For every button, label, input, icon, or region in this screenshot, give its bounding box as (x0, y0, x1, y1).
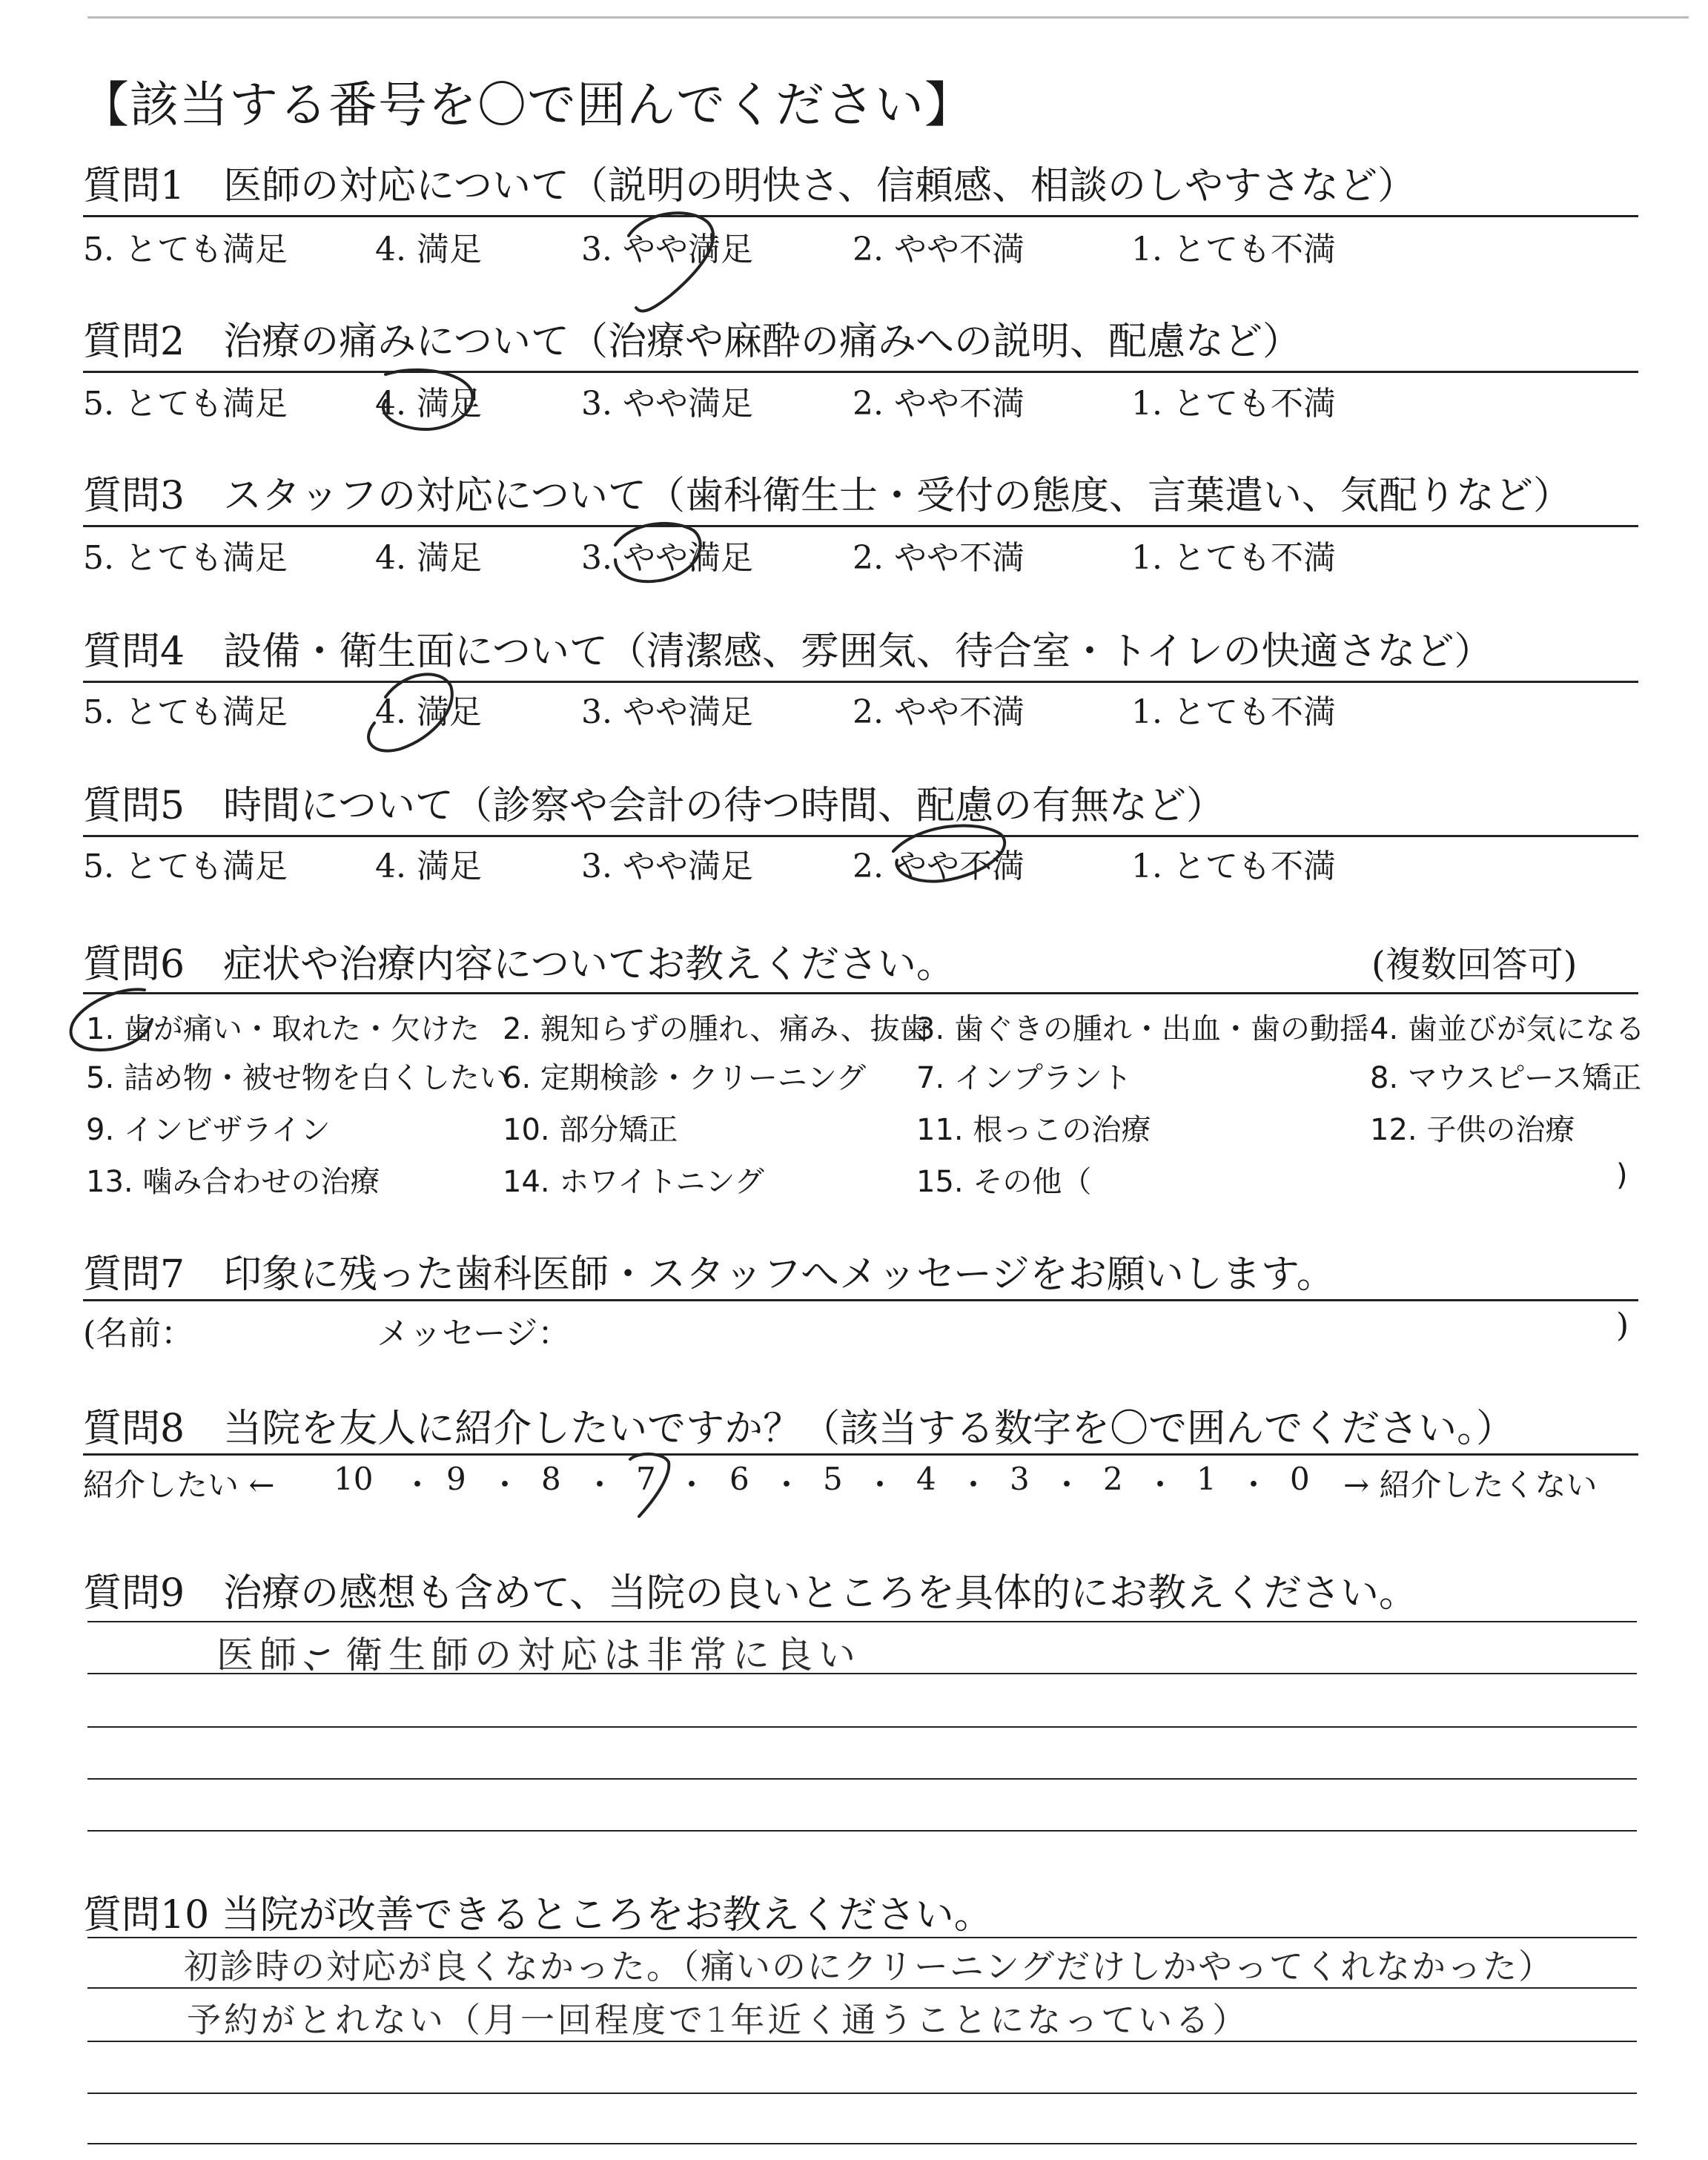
q8-score-0[interactable]: 0 (1290, 1461, 1310, 1497)
q3-option-3[interactable]: 3. やや満足 (581, 539, 753, 577)
q5-label: 質問5 時間について（診察や会計の待つ時間、配慮の有無など） (83, 784, 1225, 828)
q8-sep: ・ (489, 1467, 521, 1503)
q5-option-4[interactable]: 4. 満足 (375, 848, 482, 885)
q1-option-2[interactable]: 2. やや不満 (853, 231, 1025, 268)
q6-item-7[interactable]: 7. インプラント (916, 1061, 1132, 1095)
q8-score-10[interactable]: 10 (334, 1461, 374, 1497)
q6-rule (83, 992, 1638, 994)
q2-option-3[interactable]: 3. やや満足 (581, 385, 753, 423)
q6-item-12[interactable]: 12. 子供の治療 (1370, 1113, 1575, 1147)
q9-label: 質問9 治療の感想も含めて、当院の良いところを具体的にお教えください。 (83, 1571, 1418, 1616)
q9-line-1 (87, 1621, 1637, 1622)
q1-option-3[interactable]: 3. やや満足 (581, 231, 753, 268)
q8-score-8[interactable]: 8 (541, 1461, 561, 1497)
q6-item-2[interactable]: 2. 親知らずの腫れ、痛み、抜歯 (503, 1012, 930, 1046)
q2-option-5[interactable]: 5. とても満足 (83, 385, 288, 423)
q6-label: 質問6 症状や治療内容についてお教えください。 (83, 942, 956, 987)
q2-option-2[interactable]: 2. やや不満 (853, 385, 1025, 423)
q6-item-9[interactable]: 9. インビザライン (86, 1113, 331, 1147)
q8-score-2[interactable]: 2 (1103, 1461, 1123, 1497)
q8-score-7[interactable]: 7 (636, 1461, 656, 1497)
q10-answer-line-2[interactable]: 予約がとれない（月一回程度で1年近く通うことになっている） (187, 2000, 1250, 2040)
q1-label: 質問1 医師の対応について（説明の明快さ、信頼感、相談のしやすさなど） (83, 164, 1416, 208)
q2-option-4[interactable]: 4. 満足 (375, 385, 482, 423)
q9-line-2 (87, 1673, 1637, 1674)
q7-label: 質問7 印象に残った歯科医師・スタッフへメッセージをお願いします。 (83, 1252, 1335, 1297)
q9-answer-line-1[interactable]: 医師、衛生師の対応は非常に良い (216, 1634, 861, 1677)
q8-left-label: 紹介したい ← (83, 1467, 275, 1503)
q7-name-field[interactable]: (名前： (83, 1315, 194, 1353)
q3-option-1[interactable]: 1. とても不満 (1131, 539, 1336, 577)
q3-option-4[interactable]: 4. 満足 (375, 539, 482, 577)
q2-rule (83, 371, 1638, 373)
q5-option-5[interactable]: 5. とても満足 (83, 848, 288, 885)
q8-sep: ・ (1238, 1467, 1270, 1503)
q9-line-3 (87, 1726, 1637, 1728)
q6-note: (複数回答可) (1371, 944, 1578, 985)
q8-right-label: → 紹介したくない (1343, 1467, 1598, 1503)
q10-label: 質問10 当院が改善できるところをお教えください。 (83, 1893, 993, 1938)
q9-line-4 (87, 1778, 1637, 1780)
q6-item-15-close: ) (1616, 1158, 1628, 1192)
q6-item-10[interactable]: 10. 部分矯正 (503, 1113, 678, 1147)
q4-rule (83, 681, 1638, 683)
q3-option-5[interactable]: 5. とても満足 (83, 539, 288, 577)
form-title: 【該当する番号を〇で囲んでください】 (80, 76, 974, 133)
q8-score-6[interactable]: 6 (729, 1461, 749, 1497)
q10-line-3 (87, 2041, 1637, 2042)
q5-option-1[interactable]: 1. とても不満 (1131, 848, 1336, 885)
q6-item-4[interactable]: 4. 歯並びが気になる (1370, 1012, 1645, 1046)
q7-message-field[interactable]: メッセージ： (377, 1315, 571, 1353)
q10-line-5 (87, 2143, 1637, 2144)
q8-score-5[interactable]: 5 (823, 1461, 843, 1497)
q8-sep: ・ (958, 1467, 990, 1503)
q4-option-4[interactable]: 4. 満足 (375, 693, 482, 731)
q2-label: 質問2 治療の痛みについて（治療や麻酔の痛みへの説明、配慮など） (83, 320, 1302, 364)
q4-option-5[interactable]: 5. とても満足 (83, 693, 288, 731)
q8-sep: ・ (402, 1467, 434, 1503)
q8-score-1[interactable]: 1 (1196, 1461, 1217, 1497)
q8-sep: ・ (676, 1467, 708, 1503)
q6-item-5[interactable]: 5. 詰め物・被せ物を白くしたい (86, 1061, 509, 1095)
q8-score-4[interactable]: 4 (916, 1461, 936, 1497)
q9-line-5 (87, 1830, 1637, 1832)
q5-rule (83, 835, 1638, 837)
q8-score-3[interactable]: 3 (1010, 1461, 1030, 1497)
q1-option-4[interactable]: 4. 満足 (375, 231, 482, 268)
q6-item-1[interactable]: 1. 歯が痛い・取れた・欠けた (86, 1012, 480, 1046)
q10-answer-line-1[interactable]: 初診時の対応が良くなかった。（痛いのにクリーニングだけしかやってくれなかった） (184, 1946, 1555, 1986)
q8-score-9[interactable]: 9 (446, 1461, 466, 1497)
q6-item-11[interactable]: 11. 根っこの治療 (916, 1113, 1151, 1147)
q5-option-2[interactable]: 2. やや不満 (853, 848, 1025, 885)
q3-label: 質問3 スタッフの対応について（歯科衛生士・受付の態度、言葉遣い、気配りなど） (83, 474, 1572, 518)
q4-option-2[interactable]: 2. やや不満 (853, 693, 1025, 731)
q8-rule (83, 1453, 1638, 1456)
q4-option-1[interactable]: 1. とても不満 (1131, 693, 1336, 731)
q4-option-3[interactable]: 3. やや満足 (581, 693, 753, 731)
q1-rule (83, 215, 1638, 217)
q5-option-3[interactable]: 3. やや満足 (581, 848, 753, 885)
q6-item-13[interactable]: 13. 噛み合わせの治療 (86, 1165, 380, 1199)
q10-line-4 (87, 2093, 1637, 2094)
q3-option-2[interactable]: 2. やや不満 (853, 539, 1025, 577)
q4-label: 質問4 設備・衛生面について（清潔感、雰囲気、待合室・トイレの快適さなど） (83, 630, 1493, 674)
q3-rule (83, 525, 1638, 527)
q6-item-3[interactable]: 3. 歯ぐきの腫れ・出血・歯の動揺 (916, 1012, 1369, 1046)
q7-close: ) (1616, 1307, 1629, 1344)
q8-sep: ・ (771, 1467, 803, 1503)
q8-sep: ・ (1051, 1467, 1083, 1503)
q8-label: 質問8 当院を友人に紹介したいですか？（該当する数字を〇で囲んでください。） (83, 1407, 1515, 1451)
q6-item-6[interactable]: 6. 定期検診・クリーニング (503, 1061, 867, 1095)
q7-rule (83, 1299, 1638, 1301)
q6-item-8[interactable]: 8. マウスピース矯正 (1370, 1061, 1642, 1095)
q8-sep: ・ (1145, 1467, 1176, 1503)
top-border (87, 16, 1689, 19)
q1-option-1[interactable]: 1. とても不満 (1131, 231, 1336, 268)
q8-sep: ・ (864, 1467, 896, 1503)
q10-line-2 (87, 1987, 1637, 1989)
q6-item-15[interactable]: 15. その他（ (916, 1165, 1092, 1199)
q8-sep: ・ (584, 1467, 616, 1503)
q1-option-5[interactable]: 5. とても満足 (83, 231, 288, 268)
q6-item-14[interactable]: 14. ホワイトニング (503, 1165, 764, 1199)
q10-line-1 (87, 1937, 1637, 1938)
q2-option-1[interactable]: 1. とても不満 (1131, 385, 1336, 423)
